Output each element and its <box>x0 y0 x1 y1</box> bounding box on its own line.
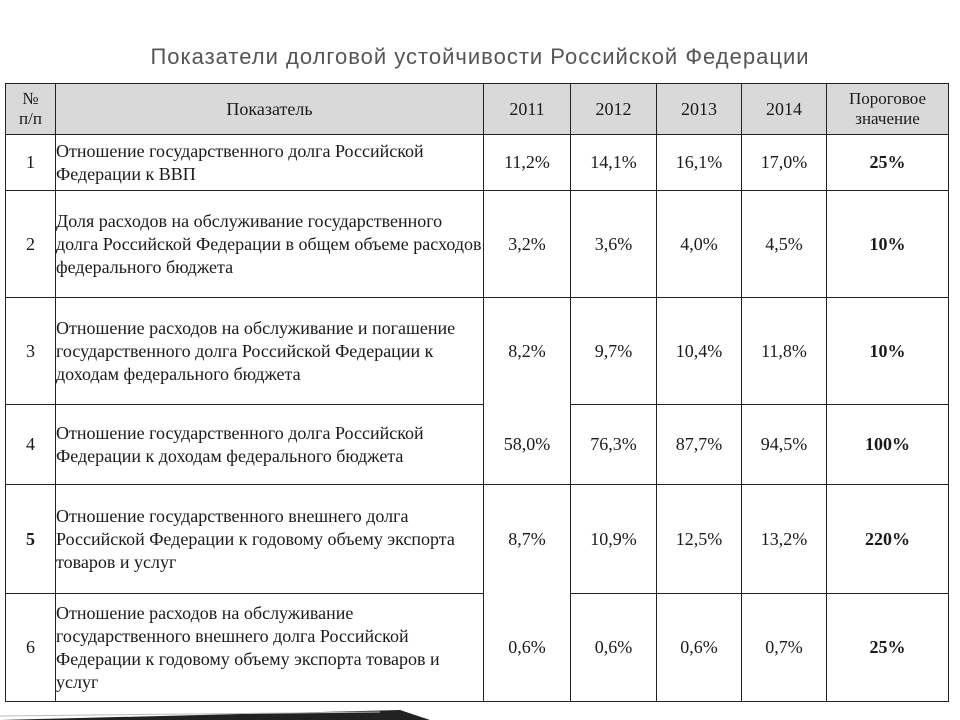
table-row <box>6 594 949 702</box>
header-threshold-line2: значение <box>855 109 920 128</box>
table-row <box>6 405 949 485</box>
value-2012: 0,6% <box>571 594 657 702</box>
debt-indicators-table <box>5 83 949 702</box>
value-2013: 0,6% <box>657 594 742 702</box>
header-threshold <box>827 84 949 135</box>
value-2011: 0,6% <box>484 594 571 702</box>
value-2014: 17,0% <box>742 135 827 191</box>
header-year-2014: 2014 <box>742 84 827 135</box>
value-2014: 11,8% <box>742 298 827 405</box>
value-2013: 4,0% <box>657 191 742 298</box>
table-row <box>6 191 949 298</box>
row-indicator: Отношение расходов на обслуживание государственного внешнего долга Российской Федерации к годовому объему экспорта товаров и услуг <box>56 594 484 702</box>
row-indicator: Доля расходов на обслуживание государственного долга Российской Федерации в общем объеме расходов федерального бюджета <box>56 191 484 298</box>
threshold-value: 220% <box>827 485 949 594</box>
value-2012: 76,3% <box>571 405 657 485</box>
row-indicator: Отношение государственного внешнего долга Российской Федерации к годовому объему экспорта товаров и услуг <box>56 485 484 594</box>
row-num: 3 <box>6 298 56 405</box>
threshold-value: 10% <box>827 298 949 405</box>
threshold-value: 25% <box>827 594 949 702</box>
table-row <box>6 485 949 594</box>
value-2012: 9,7% <box>571 298 657 405</box>
table-row <box>6 298 949 405</box>
threshold-value: 100% <box>827 405 949 485</box>
header-year-2011: 2011 <box>484 84 571 135</box>
value-2011: 58,0% <box>484 405 571 485</box>
value-2013: 12,5% <box>657 485 742 594</box>
table-header-row <box>6 84 949 135</box>
header-year-2013: 2013 <box>657 84 742 135</box>
header-num-line2: п/п <box>19 109 42 128</box>
value-2011: 8,7% <box>484 485 571 594</box>
value-2011: 3,2% <box>484 191 571 298</box>
row-num: 6 <box>6 594 56 702</box>
value-2011: 8,2% <box>484 298 571 405</box>
slide-footer-decoration <box>0 706 960 720</box>
value-2014: 94,5% <box>742 405 827 485</box>
threshold-value: 25% <box>827 135 949 191</box>
row-num: 1 <box>6 135 56 191</box>
value-2014: 0,7% <box>742 594 827 702</box>
row-num: 2 <box>6 191 56 298</box>
value-2011: 11,2% <box>484 135 571 191</box>
value-2014: 13,2% <box>742 485 827 594</box>
page-title: Показатели долговой устойчивости Российской Федерации <box>150 44 810 69</box>
value-2012: 10,9% <box>571 485 657 594</box>
row-indicator: Отношение государственного долга Российской Федерации к ВВП <box>56 135 484 191</box>
row-num: 5 <box>6 485 56 594</box>
header-num-line1: № <box>22 89 39 108</box>
header-year-2012: 2012 <box>571 84 657 135</box>
table-row <box>6 135 949 191</box>
header-threshold-line1: Пороговое <box>849 89 926 108</box>
row-indicator: Отношение расходов на обслуживание и погашение государственного долга Российской Федерации к доходам федерального бюджета <box>56 298 484 405</box>
value-2013: 10,4% <box>657 298 742 405</box>
header-indicator: Показатель <box>56 84 484 135</box>
value-2013: 87,7% <box>657 405 742 485</box>
value-2012: 3,6% <box>571 191 657 298</box>
value-2013: 16,1% <box>657 135 742 191</box>
value-2014: 4,5% <box>742 191 827 298</box>
row-indicator: Отношение государственного долга Российской Федерации к доходам федерального бюджета <box>56 405 484 485</box>
value-2012: 14,1% <box>571 135 657 191</box>
row-num: 4 <box>6 405 56 485</box>
threshold-value: 10% <box>827 191 949 298</box>
header-num <box>6 84 56 135</box>
